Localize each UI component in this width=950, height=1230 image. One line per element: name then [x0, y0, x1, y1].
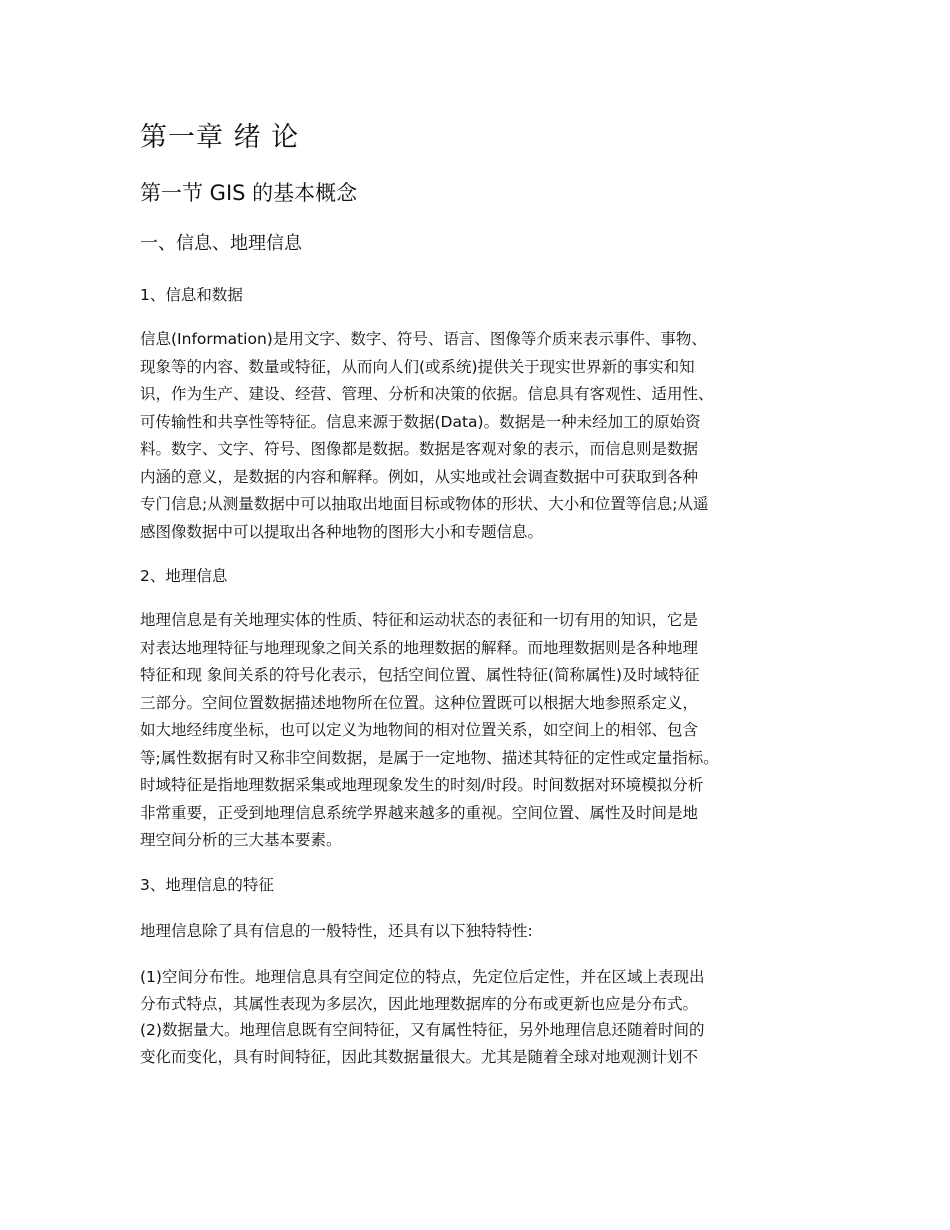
text-line: 可传输性和共享性等特征。信息来源于数据(Data)。数据是一种未经加工的原始资 — [140, 412, 701, 431]
paragraph-geographic-information — [140, 607, 812, 855]
text-line: 现象等的内容、数量或特征，从而向人们(或系统)提供关于现实世界新的事实和知 — [140, 357, 695, 376]
text-line: 对表达地理特征与地理现象之间关系的地理数据的解释。而地理数据则是各种地理 — [140, 638, 699, 657]
text-line: 理空间分析的三大基本要素。 — [140, 831, 342, 849]
text-line: 内涵的意义，是数据的内容和解释。例如，从实地或社会调查数据中可获取到各种 — [140, 467, 699, 486]
text-line: 信息(Information)是用文字、数字、符号、语言、图像等介质来表示事件、事物、 — [140, 330, 707, 348]
text-line: 特征和现 象间关系的符号化表示，包括空间位置、属性特征(简称属性)及时域特征 — [140, 666, 700, 684]
section-title: 第一节 GIS 的基本概念 — [140, 181, 358, 205]
text-line: 等;属性数据有时又称非空间数据，是属于一定地物、描述其特征的定性或定量指标。 — [140, 748, 719, 767]
paragraph-features-list — [140, 964, 812, 1070]
text-line: (2)数据量大。地理信息既有空间特征，又有属性特征，另外地理信息还随着时间的 — [140, 1021, 705, 1039]
text-line: 分布式特点，其属性表现为多层次，因此地理数据库的分布或更新也应是分布式。 — [140, 994, 699, 1013]
text-line: 非常重要，正受到地理信息系统学界越来越多的重视。空间位置、属性及时间是地 — [140, 803, 699, 822]
heading-geographic-information-features: 3、地理信息的特征 — [140, 876, 274, 894]
text-line: 时域特征是指地理数据采集或地理现象发生的时刻/时段。时间数据对环境模拟分析 — [140, 776, 704, 794]
text-line: 专门信息;从测量数据中可以抽取出地面目标或物体的形状、大小和位置等信息;从遥 — [140, 495, 709, 513]
text-line: (1)空间分布性。地理信息具有空间定位的特点，先定位后定性，并在区域上表现出 — [140, 968, 705, 986]
text-line: 如大地经纬度坐标，也可以定义为地物间的相对位置关系，如空间上的相邻、包含 — [140, 721, 699, 739]
text-line: 变化而变化，具有时间特征，因此其数据量很大。尤其是随着全球对地观测计划不 — [140, 1047, 699, 1066]
subsection-title: 一、信息、地理信息 — [140, 233, 302, 254]
chapter-title: 第一章 绪 论 — [140, 122, 300, 153]
paragraph-information-and-data — [140, 326, 812, 546]
heading-information-and-data: 1、信息和数据 — [140, 286, 243, 304]
text-line: 料。数字、文字、符号、图像都是数据。数据是客观对象的表示，而信息则是数据 — [140, 440, 699, 458]
text-line: 地理信息是有关地理实体的性质、特征和运动状态的表征和一切有用的知识，它是 — [140, 611, 699, 629]
paragraph-features-intro: 地理信息除了具有信息的一般特性，还具有以下独特特性: — [140, 922, 533, 940]
heading-geographic-information: 2、地理信息 — [140, 567, 228, 585]
text-line: 三部分。空间位置数据描述地物所在位置。这种位置既可以根据大地参照系定义， — [140, 693, 699, 712]
text-line: 感图像数据中可以提取出各种地物的图形大小和专题信息。 — [140, 522, 544, 541]
text-line: 识，作为生产、建设、经营、管理、分析和决策的依据。信息具有客观性、适用性、 — [140, 385, 714, 403]
